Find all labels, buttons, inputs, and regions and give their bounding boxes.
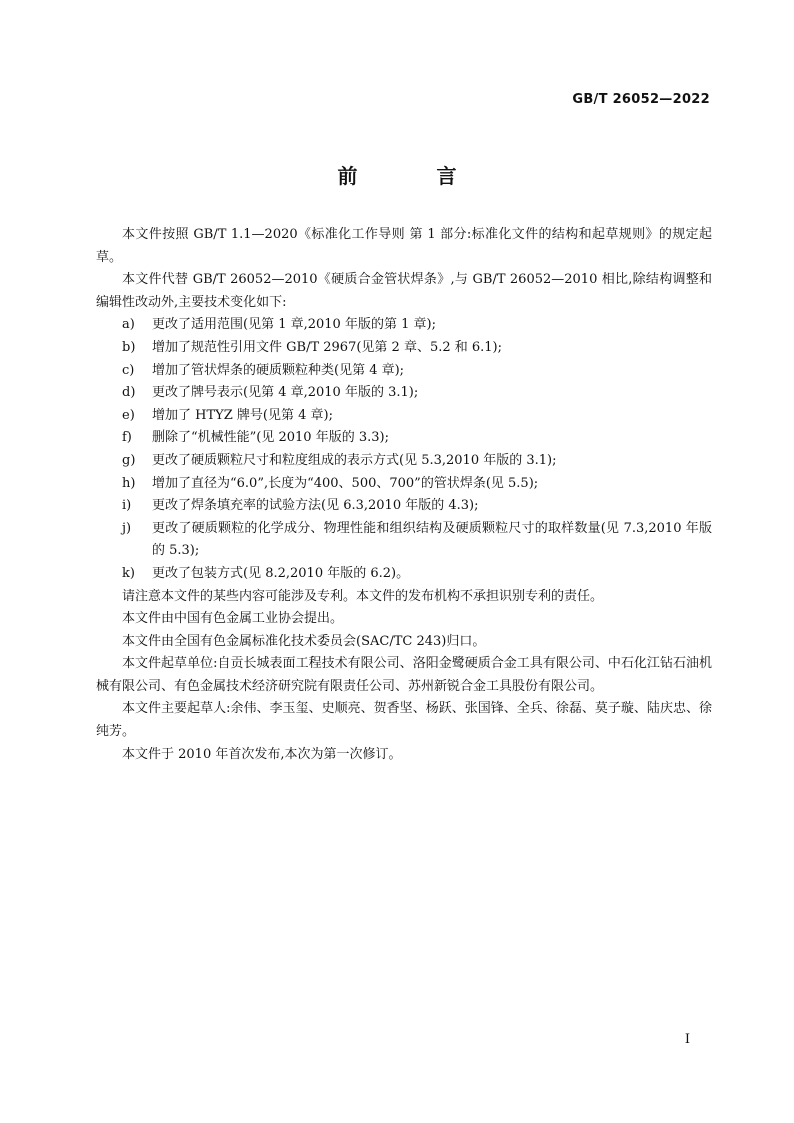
list-item-text: 增加了直径为“6.0”,长度为“400、500、700”的管状焊条(见 5.5);	[152, 475, 539, 491]
list-item	[96, 360, 712, 383]
paragraph-drafting-rules: 本文件按照 GB/T 1.1—2020《标准化工作导则 第 1 部分:标准化文件的结构和起草规则》的规定起草。	[96, 227, 712, 265]
page-number: I	[684, 1032, 690, 1047]
list-item	[96, 495, 712, 518]
list-item-text: 更改了包装方式(见 8.2,2010 年版的 6.2)。	[152, 565, 410, 581]
list-item-text: 增加了规范性引用文件 GB/T 2967(见第 2 章、5.2 和 6.1);	[152, 339, 503, 355]
list-item	[96, 450, 712, 473]
list-item	[96, 405, 712, 428]
paragraph-committee: 本文件由全国有色金属标准化技术委员会(SAC/TC 243)归口。	[122, 633, 486, 649]
list-item	[96, 382, 712, 405]
list-marker: h)	[122, 475, 136, 491]
list-item-text: 删除了“机械性能”(见 2010 年版的 3.3);	[152, 430, 389, 446]
changes-list	[96, 314, 712, 585]
paragraph-drafting-units: 本文件起草单位:自贡长城表面工程技术有限公司、洛阳金鹭硬质合金工具有限公司、中石化江钻石油机械有限公司、有色金属技术经济研究院有限责任公司、苏州新锐合金工具股份有限公司。	[96, 656, 712, 694]
page-title: 前 言	[337, 164, 493, 188]
paragraph-patent-notice: 请注意本文件的某些内容可能涉及专利。本文件的发布机构不承担识别专利的责任。	[122, 588, 604, 604]
list-item-text: 更改了硬质颗粒尺寸和粒度组成的表示方式(见 5.3,2010 年版的 3.1);	[152, 452, 557, 468]
list-item-text: 更改了硬质颗粒的化学成分、物理性能和组织结构及硬质颗粒尺寸的取样数量(见 7.3,2010 年版的 5.3);	[152, 520, 712, 559]
list-item-text: 更改了焊条填充率的试验方法(见 6.3,2010 年版的 4.3);	[152, 498, 479, 514]
list-item-text: 更改了牌号表示(见第 4 章,2010 年版的 3.1);	[152, 385, 419, 401]
list-item-text: 增加了 HTYZ 牌号(见第 4 章);	[152, 407, 333, 423]
list-marker: d)	[122, 385, 136, 401]
list-item	[96, 337, 712, 360]
list-item	[96, 314, 712, 337]
list-item-text: 增加了管状焊条的硬质颗粒种类(见第 4 章);	[152, 362, 405, 378]
standard-code: GB/T 26052—2022	[572, 92, 710, 107]
list-item-text: 更改了适用范围(见第 1 章,2010 年版的第 1 章);	[152, 317, 436, 333]
list-marker: a)	[122, 317, 135, 333]
list-marker: e)	[122, 407, 135, 423]
paragraph-replacement: 本文件代替 GB/T 26052—2010《硬质合金管状焊条》,与 GB/T 26052—2010 相比,除结构调整和编辑性改动外,主要技术变化如下:	[96, 272, 712, 310]
list-marker: i)	[122, 498, 132, 514]
paragraph-drafters: 本文件主要起草人:余伟、李玉玺、史顺亮、贺香坚、杨跃、张国锋、全兵、徐磊、莫子璇、陆庆忠、徐纯芳。	[96, 701, 712, 740]
list-marker: c)	[122, 362, 135, 378]
list-marker: g)	[122, 452, 136, 468]
paragraph-proposer: 本文件由中国有色金属工业协会提出。	[122, 611, 344, 627]
list-marker: j)	[122, 520, 132, 536]
foreword-body	[96, 224, 712, 766]
list-marker: k)	[122, 565, 135, 581]
list-item	[96, 518, 712, 563]
list-item	[96, 427, 712, 450]
list-marker: f)	[122, 430, 132, 446]
list-item	[96, 473, 712, 496]
paragraph-history: 本文件于 2010 年首次发布,本次为第一次修订。	[122, 746, 402, 762]
list-marker: b)	[122, 339, 136, 355]
list-item	[96, 563, 712, 586]
